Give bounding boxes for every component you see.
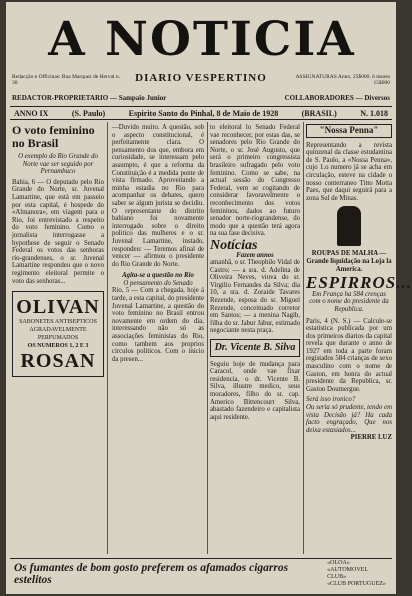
collaborators-line: COLLABORADORES — Diversos — [284, 94, 390, 102]
subhead: Agita-se a questão no Rio — [122, 272, 194, 280]
headline-voto-feminino: O voto feminino no Brasil — [12, 123, 95, 150]
cigarette-ad: Os fumantes de bom gosto preferem os afamados cigarros estelitos — [14, 561, 289, 586]
subhead-anniversaries: Fazem annos — [236, 251, 274, 259]
newspaper-page — [6, 2, 412, 594]
clothing-figure-icon — [337, 206, 361, 246]
article-body-3: Seguiu hoje de mudança para Caracol, onde vae fixar residencia, o dr. Vicente B. Silva, illustre medico, seus moradores, filho do sr. cap. Americo Bittencourt Silva, abastado fazendeiro e capitalista aqui residente. — [210, 360, 300, 421]
city: (S. Paulo) — [71, 108, 106, 118]
editorial-address: Redacção e Officinas: Rua Marquez de Herval n. 30 — [12, 74, 121, 86]
bottom-advert-bar — [10, 558, 392, 588]
signature: PIERRE LUZ — [350, 434, 392, 442]
deck: O exemplo do Rio Grande do Norte vae ser seguido por Pernambuco — [18, 153, 98, 176]
column-1 — [12, 124, 104, 554]
director-line: REDACTOR-PROPRIETARIO — Sampaio Junior — [12, 94, 167, 102]
newspaper-title: A NOTICIA — [48, 12, 356, 67]
subhead-2: O pensamento do Senado — [123, 279, 193, 287]
column-3 — [210, 124, 300, 556]
ad-brand: OLIVAN — [16, 296, 100, 319]
column-4 — [306, 124, 412, 556]
newspaper-subtitle: DIARIO VESPERTINO — [135, 72, 267, 84]
nossa-penna-header: "Nossa Penna" — [306, 124, 392, 138]
masthead — [6, 2, 396, 90]
article-body: Bahia, 6 — O deputado pelo Rio Grande do Norte, sr. Juvenal Lamartine, que está em passeio por esta capital, é hospede do «Almanora», em viagem para o Rio, foi entrevistado a respeito do voto feminino. Como o jornalista interrogasse a hypothese de seguir o Senado Federal os votos das senhoras rio-grandenses, o sr. Juvenal Lamartine respondeu que o novo regimento eleitoral permite o voto das senhoras... — [12, 178, 104, 285]
subscription-info: ASSIGNATURAS Anno, 25$000. 6 mezes 15$000 — [295, 74, 390, 86]
ad-line: OS NUMEROS 1, 2 E 3 — [27, 343, 89, 350]
article-body: to eleitoral lo Senado Federal vae reconhecer, por estas das, se senadores pelo Rio Grande do Norte, o sr. José Augusto, que será o primeiro congressista brasileiro sufragado pelo voto feminino. Como se sabe, na actual sessão do Congresso Federal, vem se cogitando de considerar favoravelmente o reconhecimento dos votos femininos, dados ao futuro senador norte-riograndense, do modo que a questão terá agora na sua fase decisiva. — [210, 124, 300, 238]
article-body: —Duvido muito. A questão, sob o aspecto constitucional, é perfeitamente clara. O pensamento dos que, embora em curiosidade, se interessam pelo assumpto, é que a reforma da Constituição é a medida ponte de vista firmado. Aproveitando a minha estadia no Rio para acompanhar os debates, quero saber se algum jurista se decidiu. O representante do distrito bahiano foi novamente interrogado sobre o direito politico das mulheres e o sr. Juvenal Lamartine, instado, respondeu: — Teremos afinal de vencer — afirmou o presidente do Rio Grande do Norte. — [112, 124, 204, 268]
column-rule — [207, 122, 208, 554]
section-noticias: Notícias — [210, 237, 258, 253]
dateline — [10, 106, 392, 120]
column-2 — [112, 124, 204, 556]
club-item: «AUTOMOVEL CLUB» — [327, 566, 368, 580]
column-rule — [303, 122, 304, 554]
anniversaries-body: amanhã, o sr. Theophilo Vidal de Castro; — a sra. d. Adelina de Oliveira Neves, viuva do sr. Virgilio Fernandes da Silva; dia 10, a sra. d. Zoraide Tavares Rezende, esposa do sr. Miguel Rezende, conceituado corretor em Santos; — a menina Nagib, filha do sr. Jabur Jabur, estimado negociante nesta praça. — [210, 259, 300, 335]
article-body-2: Rio, 5 — Com a chegada, hoje á tarde, a esta capital, do presidente Juvenal Lamartine, a questão do voto feminino no Brasil entrou novamente em ordem do dia, interessando não só as associações feministas do Rio, como tambem aos proprios circulos politicos. Com o inicio da presen... — [112, 287, 204, 363]
club-item: «OLOA» — [327, 559, 350, 566]
article-body: Representando a revista quinzenal da classe estudantina de S. Paulo, a «Nossa Penna», cujo 1.o numero já se acha em circulação, esteve na cidade o nosso conterraneo Titto Motta Paes, que daqui seguirá para a zona Sul de Minas. — [306, 141, 392, 202]
club-item: «CLUB PORTUGUEZ» — [327, 580, 386, 587]
ad-line: AGRADAVELMENTE PERFUMADOS — [29, 327, 87, 342]
name-box: Dr. Vicente B. Silva — [210, 339, 300, 357]
column-rule — [107, 122, 108, 554]
staff-line — [12, 94, 390, 102]
roupas-ad: ROUPAS DE MALHA — Grande liquidação na Loja la America. — [306, 250, 392, 273]
country: (BRASIL) — [301, 108, 337, 118]
ad-line: SABONETES ANTISEPTICOS — [19, 319, 97, 326]
espirros-heading: ESPIRROS... — [306, 273, 412, 293]
olivan-ad — [12, 291, 104, 377]
ad-brand-2: ROSAN — [20, 350, 96, 373]
caption: Em França ha 584 crenças com o nome do presidente da Republica. — [309, 290, 389, 313]
verse: Será isso ironico? Ou seria só prudente, tendo em vista Decisão já? Ha cada facto engraçado, Que nos deixa estasiados... — [306, 396, 392, 434]
date: Espirito Santo do Pinhal, 8 de Maio de 1928 — [128, 108, 279, 118]
article-body-2: Paris, 4 (N. S.) — Calcule-se estatistica publicada por um dos primeiros diarios da capital revela que durante o anno de 1927 em toda a parte foram registados 584 crianças de sexo masculino com o nome de Gaston, em honra do actual presidente da Republica, sr. Gaston Doumergue. — [306, 317, 392, 393]
club-list — [327, 560, 388, 588]
issue-year: ANNO IX — [14, 108, 49, 118]
issue-number: N. 1.018 — [360, 108, 388, 118]
